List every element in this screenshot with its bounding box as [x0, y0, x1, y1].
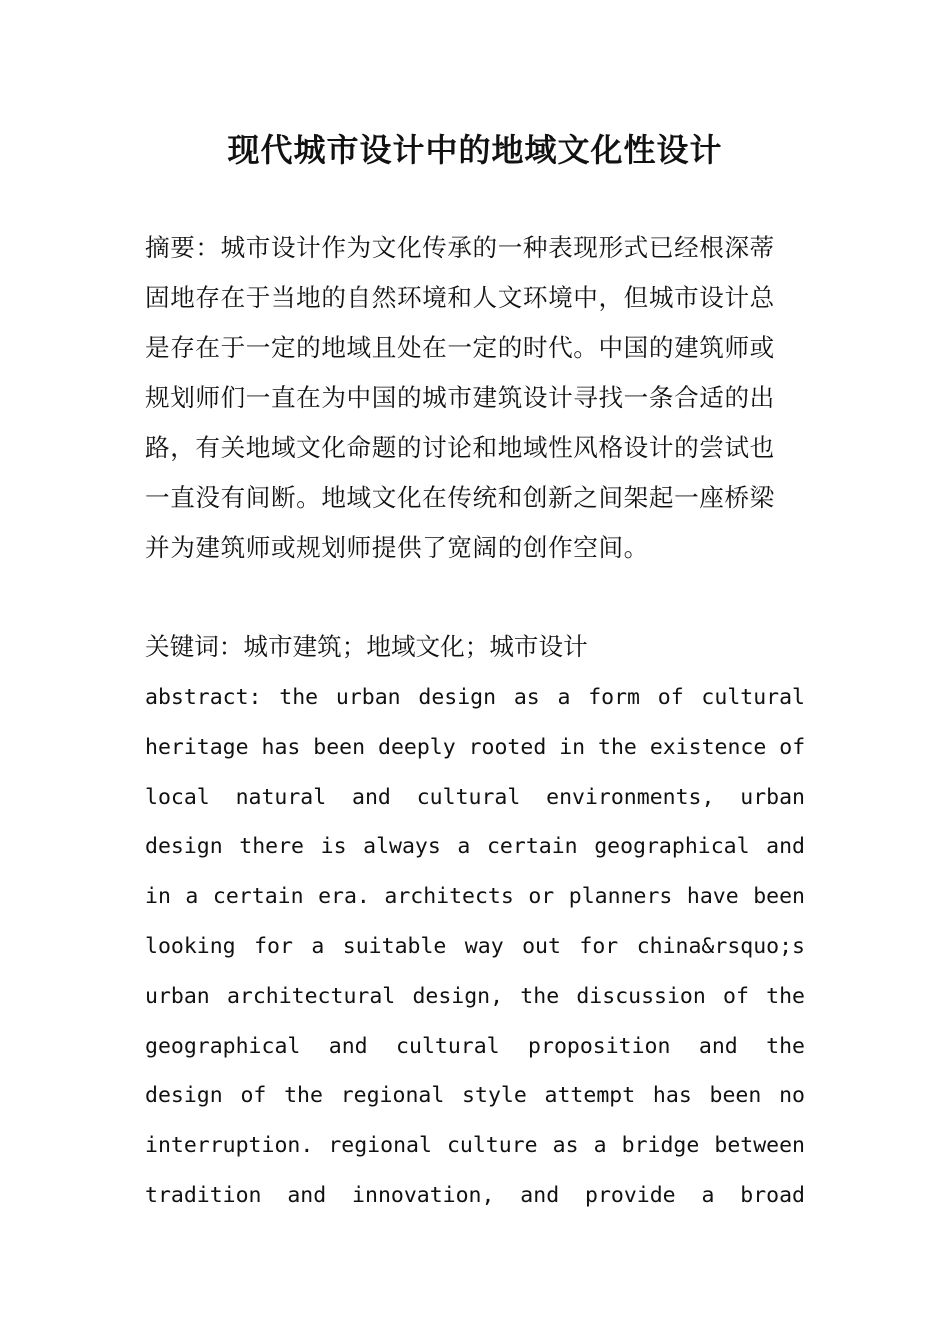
english-abstract: [145, 673, 805, 1221]
chinese-abstract-line: 摘要：城市设计作为文化传承的一种表现形式已经根深蒂: [145, 233, 775, 262]
chinese-abstract-line: 并为建筑师或规划师提供了宽阔的创作空间。: [145, 533, 649, 562]
document-title: 现代城市设计中的地域文化性设计: [227, 131, 723, 169]
chinese-abstract-line: 规划师们一直在为中国的城市建筑设计寻找一条合适的出: [145, 383, 775, 412]
chinese-abstract-line: 是存在于一定的地域且处在一定的时代。中国的建筑师或: [145, 333, 775, 362]
english-abstract-line: abstract: the urban design as a form of cultural: [145, 685, 805, 710]
english-abstract-line: interruption. regional culture as a bridge between: [145, 1133, 805, 1159]
english-abstract-line: urban architectural design, the discussion of the: [145, 983, 805, 1009]
english-abstract-line: design there is always a certain geographical and: [145, 834, 805, 860]
english-abstract-line: heritage has been deeply rooted in the existence of: [145, 734, 806, 760]
english-abstract-line: local natural and cultural environments, urban: [145, 784, 805, 810]
english-abstract-line: looking for a suitable way out for china&rsquo;s: [145, 933, 805, 959]
english-abstract-line: in a certain era. architects or planners have been: [145, 884, 805, 910]
english-abstract-line: geographical and cultural proposition and the: [145, 1033, 805, 1059]
english-abstract-line: tradition and innovation, and provide a broad: [145, 1182, 805, 1208]
english-abstract-line: design of the regional style attempt has been no: [145, 1083, 805, 1109]
chinese-abstract-line: 固地存在于当地的自然环境和人文环境中，但城市设计总: [145, 283, 775, 312]
chinese-abstract-line: 一直没有间断。地域文化在传统和创新之间架起一座桥梁: [145, 483, 775, 512]
chinese-abstract: [145, 223, 805, 573]
keywords-line: 关键词：城市建筑；地域文化；城市设计: [145, 632, 588, 661]
chinese-abstract-line: 路，有关地域文化命题的讨论和地域性风格设计的尝试也: [145, 433, 775, 462]
